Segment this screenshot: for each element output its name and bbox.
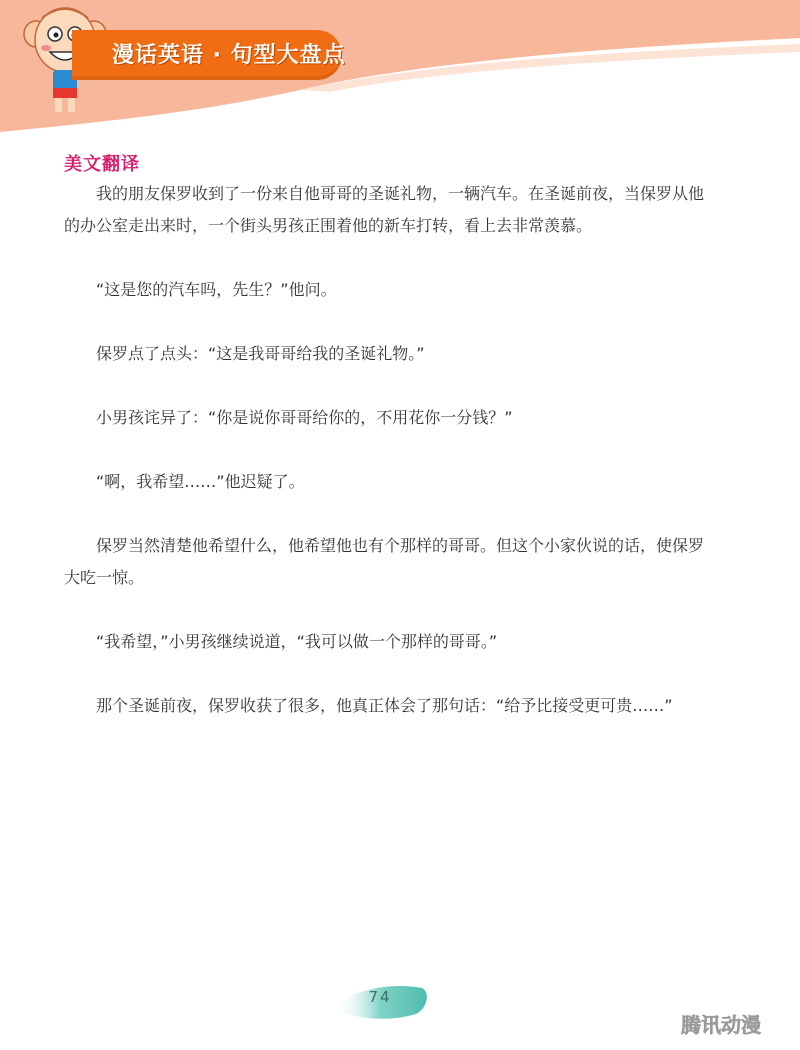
paragraph: 保罗点了点头：“这是我哥哥给我的圣诞礼物。”	[96, 344, 425, 363]
section-title: 美文翻译	[64, 154, 140, 175]
header-title: 漫话英语 · 句型大盘点	[112, 43, 346, 68]
paragraph: 那个圣诞前夜，保罗收获了很多，他真正体会了那句话：“给予比接受更可贵……”	[96, 696, 673, 715]
paragraph: 小男孩诧异了：“你是说你哥哥给你的，不用花你一分钱？”	[96, 408, 513, 427]
watermark-text: 腾讯动漫	[681, 1013, 761, 1037]
paragraph: “我希望，”小男孩继续说道，“我可以做一个那样的哥哥。”	[96, 632, 498, 651]
paragraph: “这是您的汽车吗，先生？”他问。	[96, 280, 337, 299]
tencent-comics-watermark-logo	[656, 1008, 786, 1040]
page-number: 74	[368, 988, 392, 1006]
paragraph: 保罗当然清楚他希望什么，他希望他也有个那样的哥哥。但这个小家伙说的话，使保罗大吃一惊。	[64, 536, 705, 587]
paragraph: “啊，我希望……”他迟疑了。	[96, 472, 305, 491]
article-body	[64, 178, 704, 754]
paragraph: 我的朋友保罗收到了一份来自他哥哥的圣诞礼物，一辆汽车。在圣诞前夜，当保罗从他的办公室走出来时，一个街头男孩正围着他的新车打转，看上去非常羡慕。	[64, 184, 705, 235]
